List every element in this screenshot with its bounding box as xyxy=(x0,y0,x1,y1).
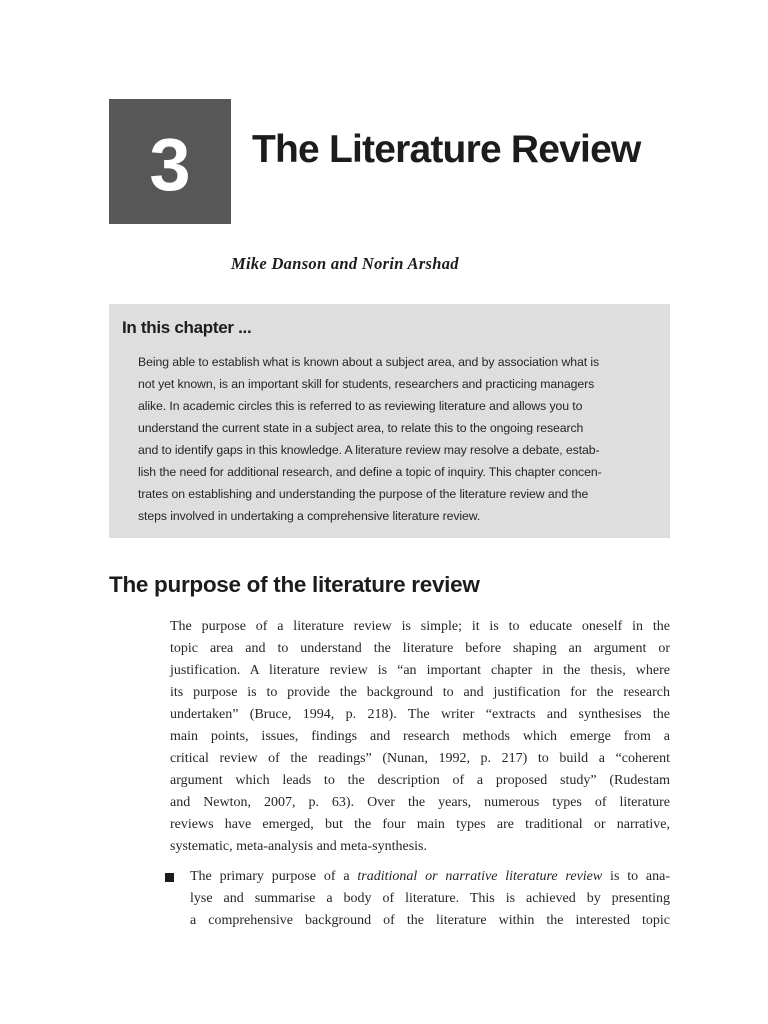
paragraph-line: critical review of the readings” (Nunan, 1992, p. 217) to build a “coherent xyxy=(170,751,670,766)
chapter-number: 3 xyxy=(149,122,191,206)
chapter-number-box xyxy=(109,99,231,224)
bullet-line xyxy=(190,866,670,888)
summary-line: and to identify gaps in this knowledge. A literature review may resolve a debate, estab- xyxy=(138,443,600,457)
body-paragraph xyxy=(170,616,670,858)
summary-line: steps involved in undertaking a comprehensive literature review. xyxy=(138,509,481,523)
bullet-italic-term: traditional or narrative literature review xyxy=(357,869,603,884)
bullet-text-lead: The primary purpose of a xyxy=(190,869,358,884)
summary-line: trates on establishing and understanding the purpose of the literature review and the xyxy=(138,487,589,501)
paragraph-line: systematic, meta-analysis and meta-synthesis. xyxy=(170,839,427,854)
chapter-title: The Literature Review xyxy=(252,128,641,171)
paragraph-line: and Newton, 2007, p. 63). Over the years, numerous types of literature xyxy=(170,795,670,810)
summary-line: lish the need for additional research, and define a topic of inquiry. This chapter concen- xyxy=(138,465,602,479)
summary-heading: In this chapter ... xyxy=(122,318,252,337)
summary-line: not yet known, is an important skill for students, researchers and practicing managers xyxy=(138,377,595,391)
paragraph-line: topic area and to understand the literature before shaping an argument or xyxy=(170,641,670,656)
bullet-text-tail: is to ana- xyxy=(602,869,670,884)
summary-text xyxy=(138,351,662,527)
paragraph-line: The purpose of a literature review is simple; it is to educate oneself in the xyxy=(170,619,670,634)
summary-line: understand the current state in a subject area, to relate this to the ongoing research xyxy=(138,421,584,435)
paragraph-line: argument which leads to the description of a proposed study” (Rudestam xyxy=(170,773,670,788)
bullet-line: lyse and summarise a body of literature. This is achieved by presenting xyxy=(190,891,670,906)
paragraph-line: undertaken” (Bruce, 1994, p. 218). The writer “extracts and synthesises the xyxy=(170,707,670,722)
bullet-marker-icon xyxy=(165,873,174,882)
chapter-authors: Mike Danson and Norin Arshad xyxy=(231,254,459,273)
paragraph-line: justification. A literature review is “an important chapter in the thesis, where xyxy=(170,663,670,678)
paragraph-line: main points, issues, findings and research methods which emerge from a xyxy=(170,729,670,744)
summary-line: Being able to establish what is known about a subject area, and by association what is xyxy=(138,355,600,369)
bullet-text xyxy=(190,866,670,932)
paragraph-line: reviews have emerged, but the four main types are traditional or narrative, xyxy=(170,817,670,832)
paragraph-line: its purpose is to provide the background to and justification for the research xyxy=(170,685,670,700)
section-heading: The purpose of the literature review xyxy=(109,572,480,597)
chapter-summary-box xyxy=(109,304,670,538)
bullet-line: a comprehensive background of the literature within the interested topic xyxy=(190,913,670,928)
summary-line: alike. In academic circles this is referred to as reviewing literature and allows you to xyxy=(138,399,583,413)
